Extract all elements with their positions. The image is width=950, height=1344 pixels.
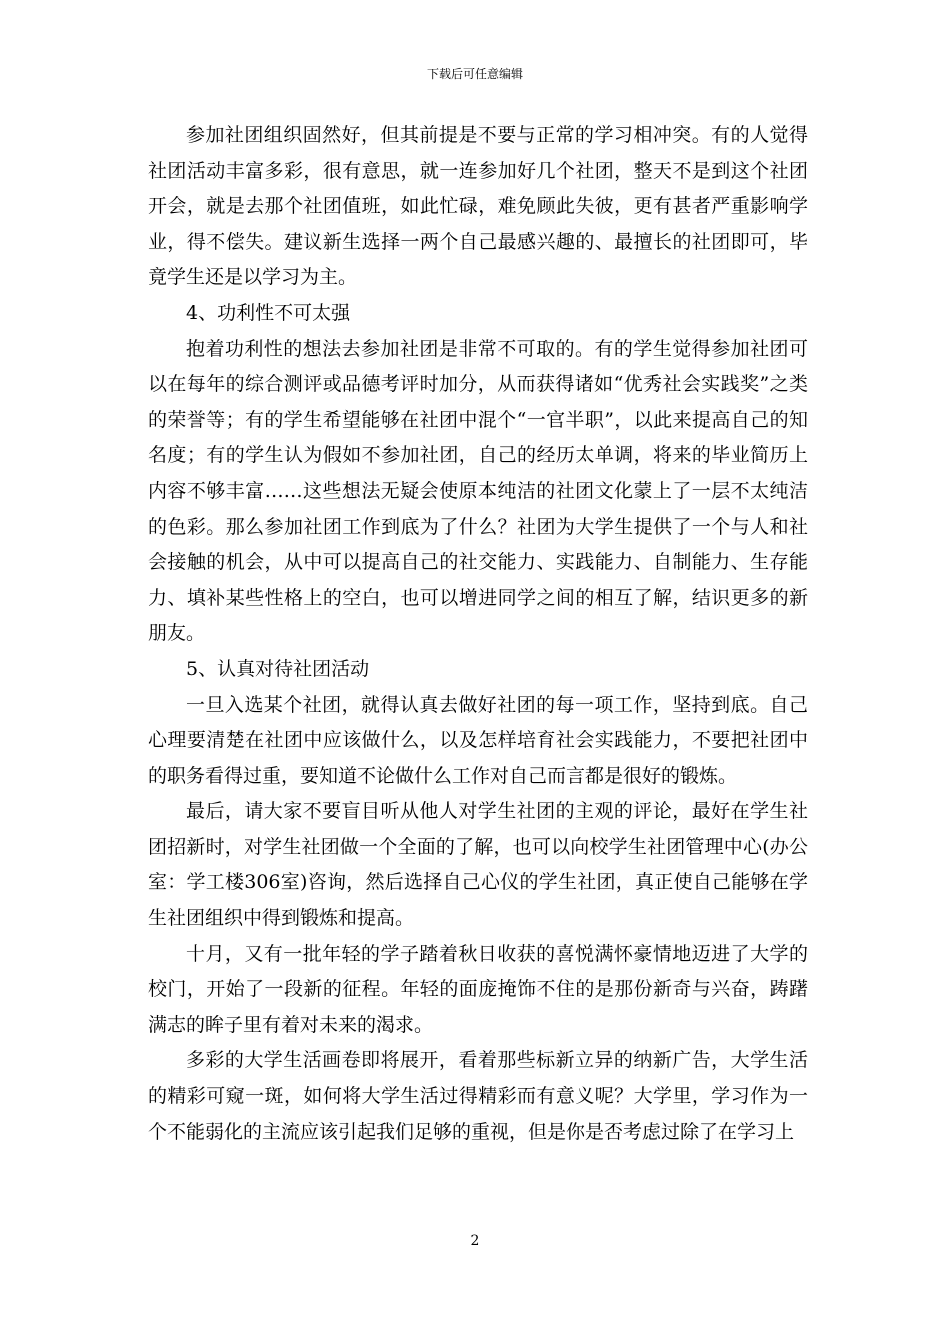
paragraph-3: 一旦入选某个社团，就得认真去做好社团的每一项工作，坚持到底。自己心理要清楚在社团中应该做什么，以及怎样培育社会实践能力，不要把社团中的职务看得过重，要知道不论做什么工作对自己而言都是很好的锻炼。 — [148, 693, 808, 787]
page-header: 下载后可任意编辑 — [426, 67, 523, 81]
document-body — [148, 118, 808, 1150]
section-heading-5: 5、认真对待社团活动 — [186, 657, 370, 680]
page-number: 2 — [470, 1233, 480, 1249]
paragraph-4: 最后，请大家不要盲目听从他人对学生社团的主观的评论，最好在学生社团招新时，对学生社团做一个全面的了解，也可以向校学生社团管理中心(办公室：学工楼306室)咨询，然后选择自己心仪的学生社团，真正使自己能够在学生社团组织中得到锻炼和提高。 — [148, 800, 808, 930]
paragraph-5: 十月，又有一批年轻的学子踏着秋日收获的喜悦满怀豪情地迈进了大学的校门，开始了一段新的征程。年轻的面庞掩饰不住的是那份新奇与兴奋，踌躇满志的眸子里有着对未来的渴求。 — [148, 942, 808, 1036]
paragraph-6: 多彩的大学生活画卷即将展开，看着那些标新立异的纳新广告，大学生活的精彩可窥一斑，如何将大学生活过得精彩而有意义呢？大学里，学习作为一个不能弱化的主流应该引起我们足够的重视，但是你是否考虑过除了在学习上 — [148, 1049, 808, 1143]
paragraph-2: 抱着功利性的想法去参加社团是非常不可取的。有的学生觉得参加社团可以在每年的综合测评或品德考评时加分，从而获得诸如“优秀社会实践奖”之类的荣誉等；有的学生希望能够在社团中混个“一官半职”，以此来提高自己的知名度；有的学生认为假如不参加社团，自己的经历太单调，将来的毕业简历上内容不够丰富……这些想法无疑会使原本纯洁的社团文化蒙上了一层不太纯洁的色彩。那么参加社团工作到底为了什么？社团为大学生提供了一个与人和社会接触的机会，从中可以提高自己的社交能力、实践能力、自制能力、生存能力、填补某些性格上的空白，也可以增进同学之间的相互了解，结识更多的新朋友。 — [148, 337, 808, 645]
section-heading-4: 4、功利性不可太强 — [186, 301, 351, 324]
paragraph-1: 参加社团组织固然好，但其前提是不要与正常的学习相冲突。有的人觉得社团活动丰富多彩，很有意思，就一连参加好几个社团，整天不是到这个社团开会，就是去那个社团值班，如此忙碌，难免顾此失彼，更有甚者严重影响学业，得不偿失。建议新生选择一两个自己最感兴趣的、最擅长的社团即可，毕竟学生还是以学习为主。 — [148, 124, 808, 289]
